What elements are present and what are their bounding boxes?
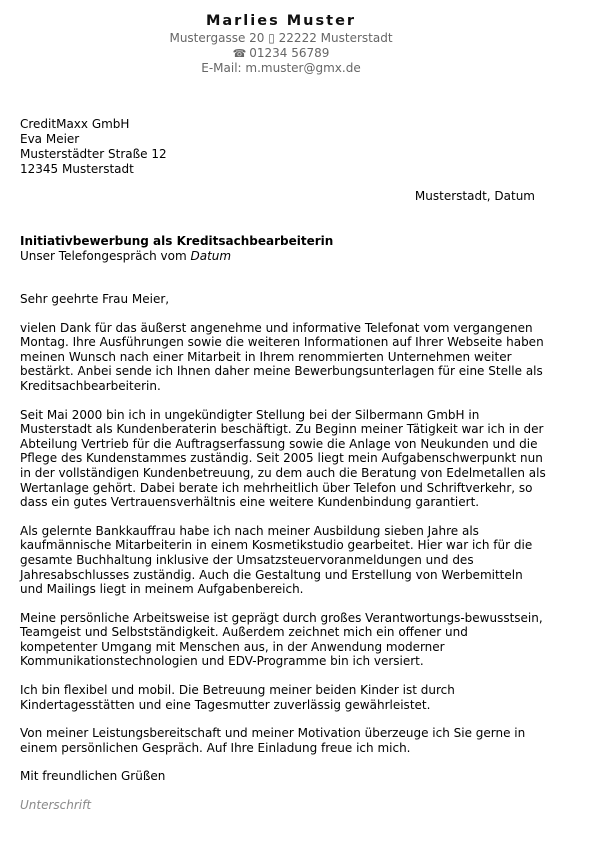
sender-email: E-Mail: m.muster@gmx.de	[201, 61, 361, 75]
sender-phone-line	[0, 46, 562, 61]
paragraph-3: Als gelernte Bankkauffrau habe ich nach meiner Ausbildung sieben Jahre als kaufmännische Mitarbeiterin in einem Kosmetikstudio gearbeitet. Hier war ich für die gesamte Buchhaltung inklusive der Umsatzsteuervoranmeldungen und des Jahresabschlusses zuständig. Auch die Gestaltung und Erstellung von Werbemitteln und Mailings liegt in meinem Aufgabenbereich.	[20, 523, 533, 597]
paragraph-6: Von meiner Leistungsbereitschaft und meiner Motivation überzeuge ich Sie gerne in einem persönlichen Gespräch. Auf Ihre Einladung freue ich mich.	[20, 726, 526, 755]
date-line: Musterstadt, Datum	[414, 189, 535, 203]
subject-reference-date: Datum	[190, 249, 232, 263]
letter-header	[0, 12, 562, 76]
recipient-address	[20, 117, 167, 177]
signature: Unterschrift	[20, 798, 92, 813]
subject-reference	[20, 249, 333, 264]
recipient-street: Musterstädter Straße 12	[20, 147, 167, 161]
subject-block	[20, 234, 333, 264]
subject-reference-prefix: Unser Telefongespräch vom	[20, 249, 191, 263]
recipient-city: 12345 Musterstadt	[20, 162, 134, 176]
sender-phone: 01234 56789	[249, 46, 330, 60]
subject-title: Initiativbewerbung als Kreditsachbearbeiterin	[20, 234, 334, 248]
paragraph-5: Ich bin flexibel und mobil. Die Betreuung meiner beiden Kinder ist durch Kindertagesstätten und eine Tagesmutter zuverlässig gewährleistet.	[20, 683, 455, 712]
paragraph-1: vielen Dank für das äußerst angenehme und informative Telefonat vom vergangenen Montag. Ihre Ausführungen sowie die weiteren Informationen auf Ihrer Webseite haben meinen Wunsch nach einer Mitarbeit in Ihrem renommierten Unternehmen weiter bestärkt. Anbei sende ich Ihnen daher meine Bewerbungsunterlagen für eine Stelle als Kreditsachbearbeiterin.	[20, 320, 544, 393]
paragraph-4: Meine persönliche Arbeitsweise ist geprägt durch großes Verantwortungs-bewusstsein, Teamgeist und Selbstständigkeit. Außerdem zeichnet mich ein offener und kompetenter Umgang mit Menschen aus, in der Anwendung moderner Kommunikationstechnologien und EDV-Programme bin ich versiert.	[20, 610, 543, 669]
sender-name: Marlies Muster	[205, 13, 357, 29]
salutation: Sehr geehrte Frau Meier,	[20, 292, 170, 306]
closing: Mit freundlichen Grüßen	[20, 769, 166, 784]
letter-body	[20, 292, 548, 827]
recipient-company: CreditMaxx GmbH	[20, 117, 130, 131]
recipient-person: Eva Meier	[20, 132, 80, 146]
telephone-icon: ☎	[232, 47, 247, 60]
paragraph-2: Seit Mai 2000 bin ich in ungekündigter Stellung bei der Silbermann GmbH in Musterstadt als Kundenberaterin beschäftigt. Zu Beginn meiner Tätigkeit war ich in der Abteilung Vertrieb für die Auftragserfassung sowie die Anlage von Neukunden und die Pflege des Kundenstammes zuständig. Seit 2005 liegt mein Aufgabenschwerpunkt nun in der vollständigen Kundenbetreuung, zu dem auch die Beratung von Edelmetallen als Wertanlage gehört. Dabei berate ich mehrheitlich über Telefon und Schriftverkehr, so dass ein gutes Vertrauensverhältnis eine weitere Kundenbindung garantiert.	[20, 407, 546, 510]
sender-address: Mustergasse 20 ▯ 22222 Musterstadt	[169, 31, 393, 45]
